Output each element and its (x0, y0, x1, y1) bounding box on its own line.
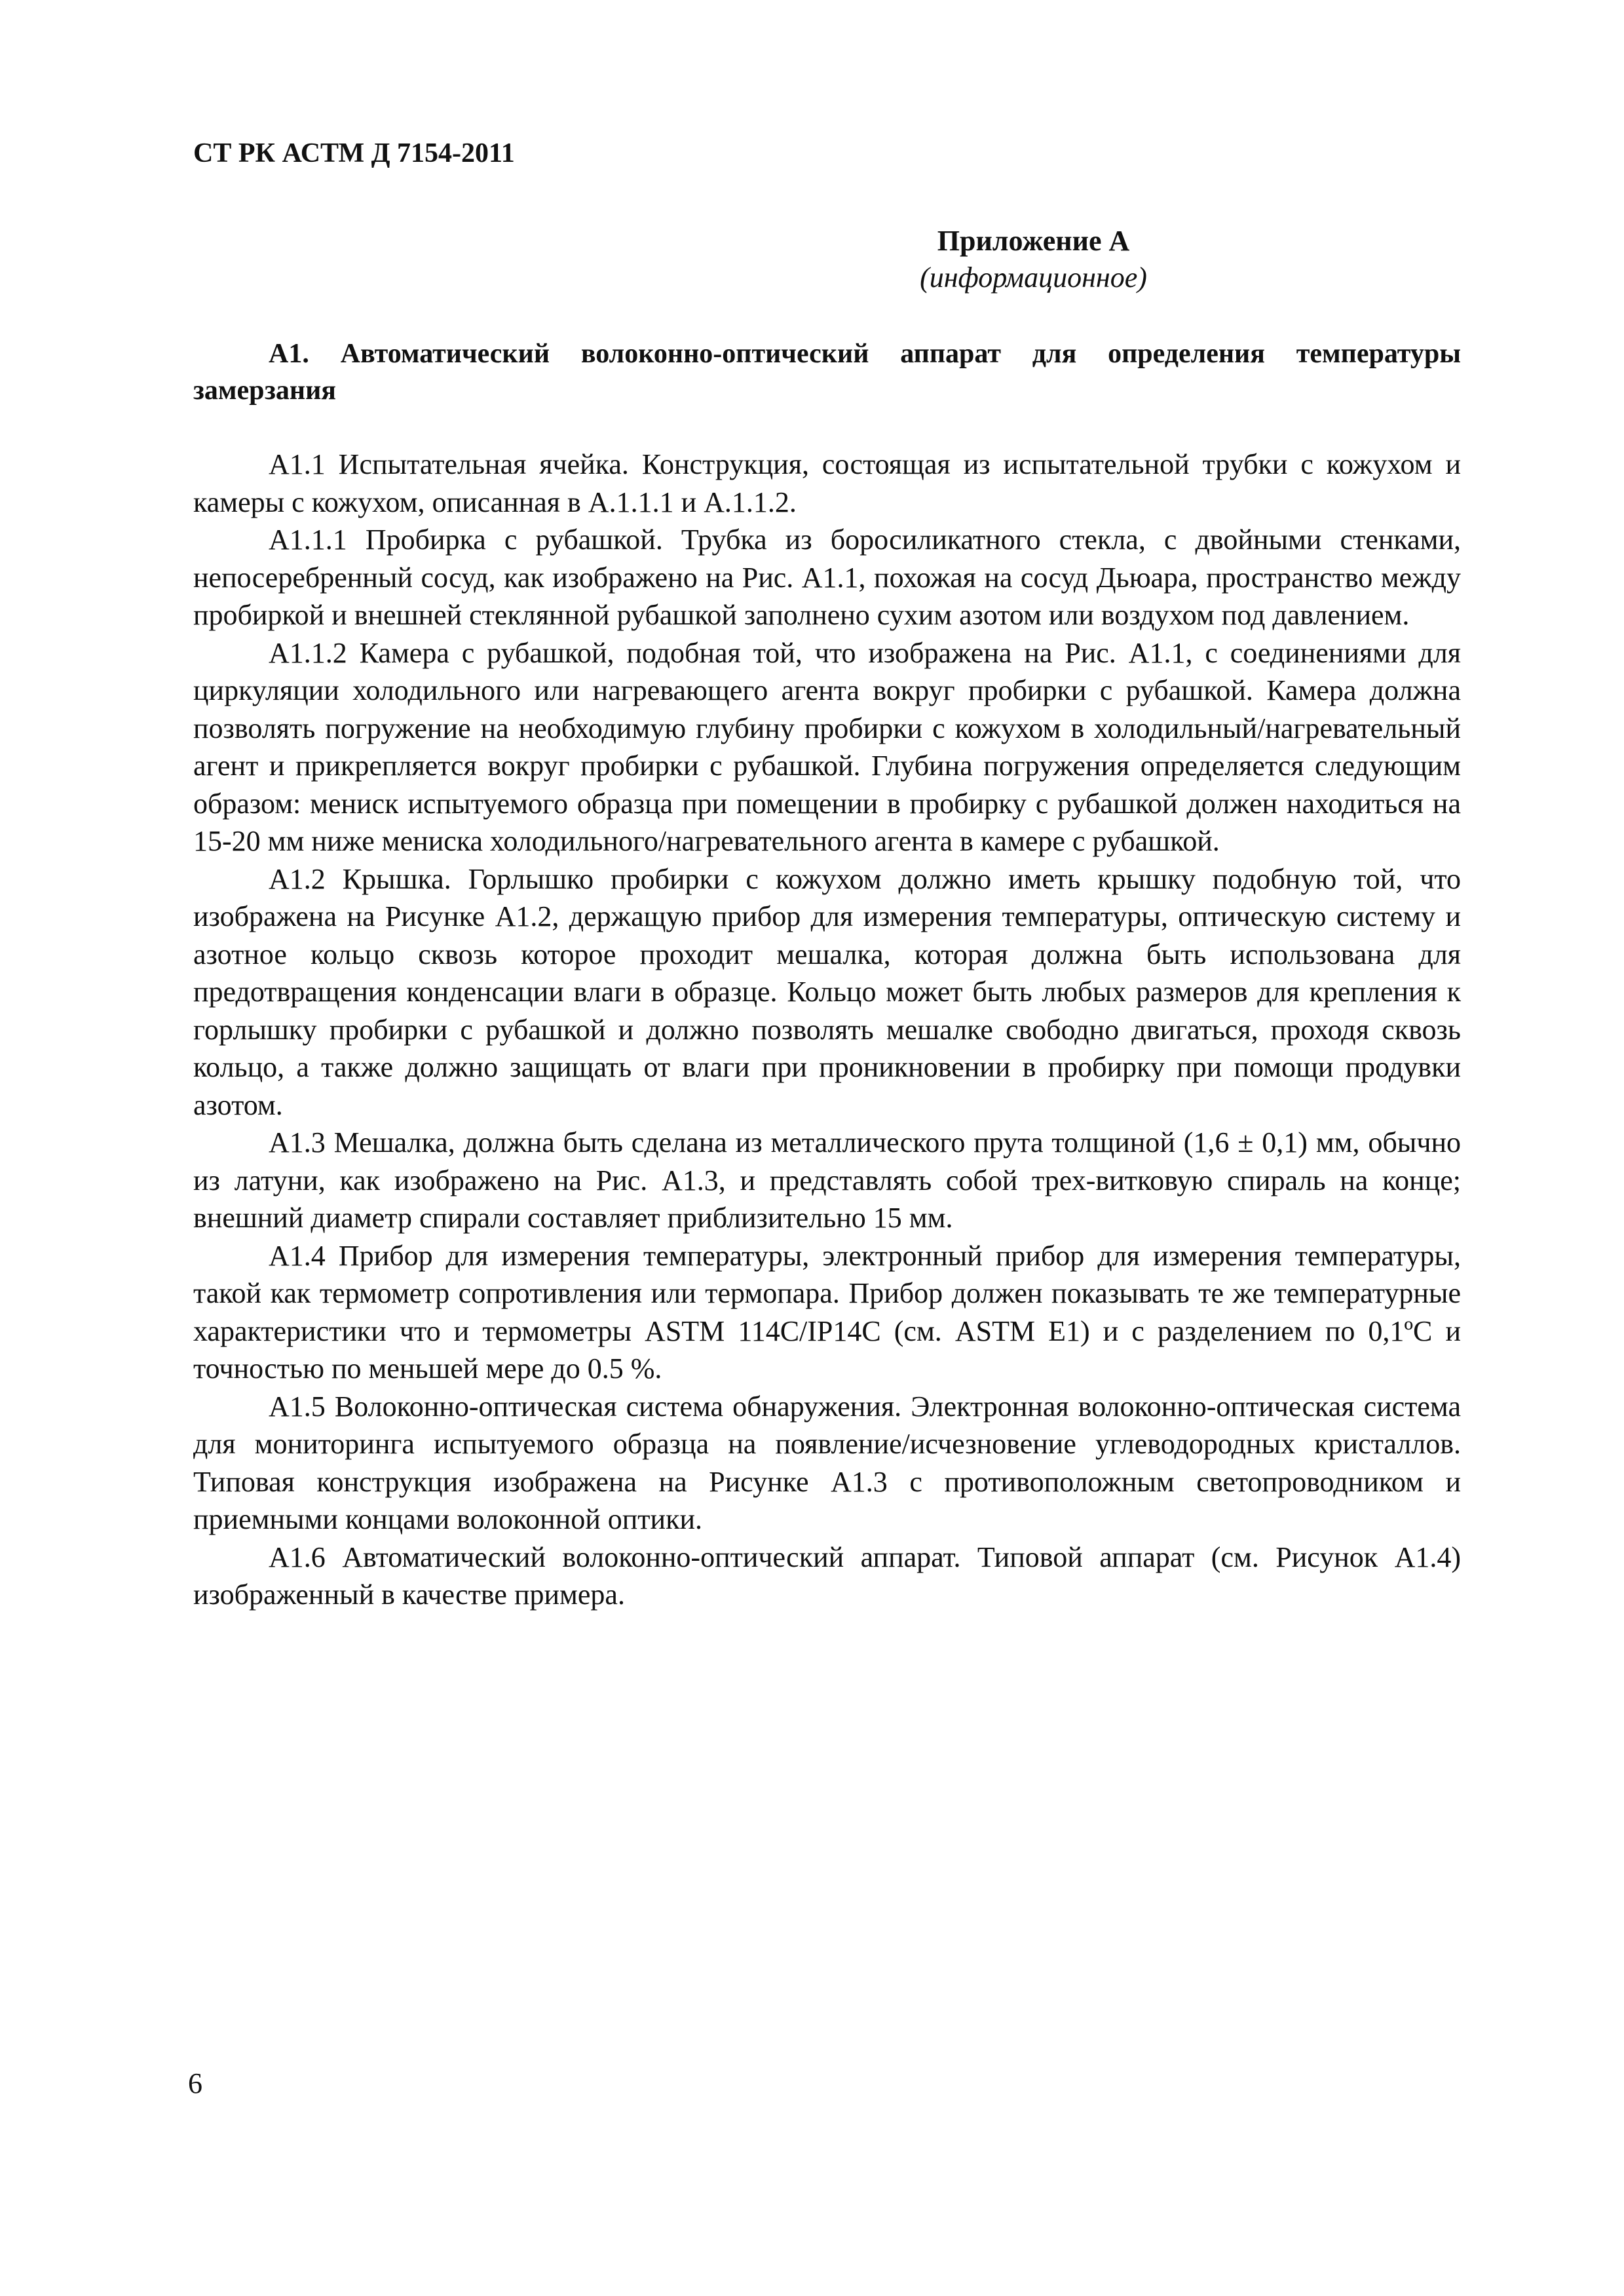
annex-title-block (193, 223, 1461, 296)
annex-title: Приложение А (937, 225, 1130, 257)
paragraph-a1-3: А1.3 Мешалка, должна быть сделана из металлического прута толщиной (1,6 ± 0,1) мм, обычно из латуни, как изображено на Рис. А1.3, и представлять собой трех-витковую спираль на конце; внешний диаметр спирали составляет приблизительно 15 мм. (193, 1126, 1461, 1234)
paragraph-a1-4: А1.4 Прибор для измерения температуры, электронный прибор для измерения температуры, такой как термометр сопротивления или термопара. Прибор должен показывать те же температурные характеристики что и термометры ASTM 114C/IP14C (см. ASTM E1) и с разделением по 0,1ºС и точностью по меньшей мере до 0.5 %. (193, 1239, 1461, 1385)
annex-subtitle: (информационное) (920, 261, 1147, 294)
section-heading: А1. Автоматический волоконно-оптический аппарат для определения температуры замерзания (193, 339, 1461, 406)
paragraph-a1-2: А1.2 Крышка. Горлышко пробирки с кожухом должно иметь крышку подобную той, что изображена на Рисунке А1.2, держащую прибор для измерения температуры, оптическую систему и азотное кольцо сквозь которое проходит мешалка, которая должна быть использована для предотвращения конденсации влаги в образце. Кольцо может быть любых размеров для крепления к горлышку пробирки с рубашкой и должно позволять мешалке свободно двигаться, проходя сквозь кольцо, а также должно защищать от влаги при проникновении в пробирку при помощи продувки азотом. (193, 862, 1461, 1121)
paragraph-a1-1-2: А1.1.2 Камера с рубашкой, подобная той, что изображена на Рис. А1.1, с соединениями для циркуляции холодильного или нагревающего агента вокруг пробирки с рубашкой. Камера должна позволять погружение на необходимую глубину пробирки с кожухом в холодильный/нагревательный агент и прикрепляется вокруг пробирки с рубашкой. Глубина погружения определяется следующим образом: мениск испытуемого образца при помещении в пробирку с рубашкой должен находиться на 15-20 мм ниже мениска холодильного/нагревательного агента в камере с рубашкой. (193, 636, 1461, 857)
document-code-header: СТ РК АСТМ Д 7154-2011 (193, 138, 515, 168)
body-text (193, 446, 1461, 1614)
paragraph-a1-5: А1.5 Волоконно-оптическая система обнаружения. Электронная волоконно-оптическая система для мониторинга испытуемого образца на появление/исчезновение углеводородных кристаллов. Типовая конструкция изображена на Рисунке А1.3 с противоположным светопроводником и приемными концами волоконной оптики. (193, 1390, 1461, 1535)
paragraph-a1-1: А1.1 Испытательная ячейка. Конструкция, состоящая из испытательной трубки с кожухом и камеры с кожухом, описанная в А.1.1.1 и А.1.1.2. (193, 448, 1461, 518)
paragraph-a1-1-1: А1.1.1 Пробирка с рубашкой. Трубка из боросиликатного стекла, с двойными стенками, непосеребренный сосуд, как изображено на Рис. А1.1, похожая на сосуд Дьюара, пространство между пробиркой и внешней стеклянной рубашкой заполнено сухим азотом или воздухом под давлением. (193, 524, 1461, 631)
page-number: 6 (188, 2067, 202, 2099)
paragraph-a1-6: А1.6 Автоматический волоконно-оптический аппарат. Типовой аппарат (см. Рисунок А1.4) изображенный в качестве примера. (193, 1540, 1461, 1611)
